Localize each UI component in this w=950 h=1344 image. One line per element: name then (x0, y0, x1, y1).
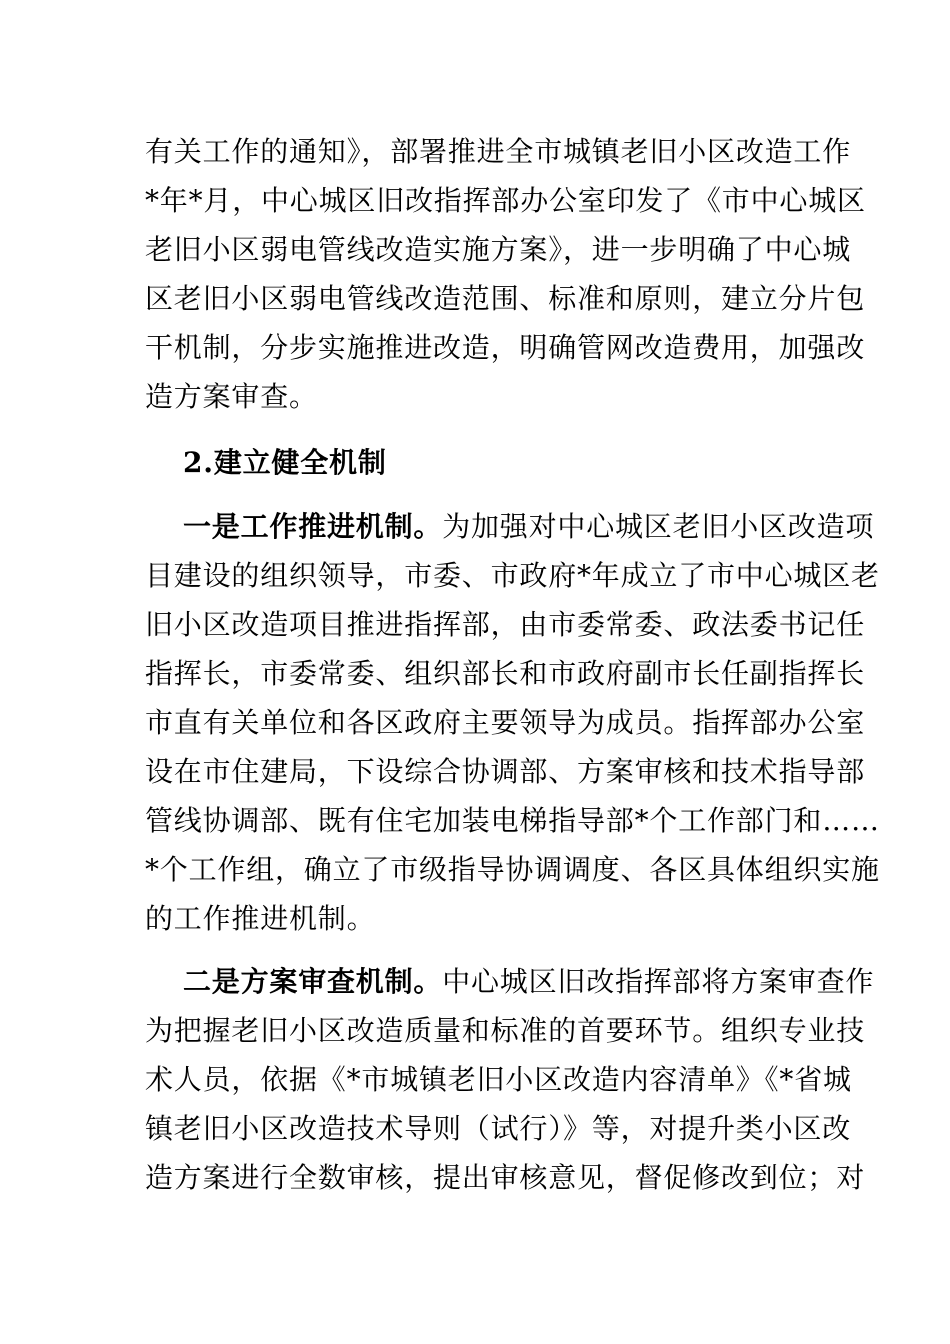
body-text-line: 干机制，分步实施推进改造，明确管网改造费用，加强改 (145, 331, 866, 364)
body-text-line: 目建设的组织领导，市委、市政府*年成立了市中心城区老 (145, 559, 880, 592)
body-text-line: *个工作组，确立了市级指导协调调度、各区具体组织实施 (145, 853, 880, 886)
body-text-line: 区老旧小区弱电管线改造范围、标准和原则，建立分片包 (145, 282, 866, 315)
body-text-line: *年*月，中心城区旧改指挥部办公室印发了《市中心城区 (145, 184, 866, 217)
body-text-line: 老旧小区弱电管线改造实施方案》，进一步明确了中心城 (145, 233, 852, 266)
paragraph-first-rest: 为加强对中心城区老旧小区改造项 (442, 510, 875, 543)
body-text-line: 镇老旧小区改造技术导则（试行）》等，对提升类小区改 (145, 1112, 852, 1145)
paragraph-first-rest: 中心城区旧改指挥部将方案审查作 (442, 965, 875, 998)
body-text-line: 的工作推进机制。 (145, 902, 376, 935)
paragraph-lead: 二是方案审查机制。 (183, 965, 443, 998)
body-text-line: 为把握老旧小区改造质量和标准的首要环节。组织专业技 (145, 1014, 866, 1047)
section-heading: 2.建立健全机制 (183, 446, 387, 479)
body-text-line: 设在市住建局，下设综合协调部、方案审核和技术指导部 (145, 755, 866, 788)
body-text-line: 造方案进行全数审核，提出审核意见，督促修改到位；对 (145, 1161, 866, 1194)
body-text-line: 管线协调部、既有住宅加装电梯指导部*个工作部门和…… (145, 804, 880, 837)
body-text-line: 指挥长，市委常委、组织部长和市政府副市长任副指挥长 (145, 657, 866, 690)
paragraph-first-line (183, 962, 874, 1002)
body-text-line: 术人员，依据《*市城镇老旧小区改造内容清单》《*省城 (145, 1063, 852, 1096)
body-text-line: 市直有关单位和各区政府主要领导为成员。指挥部办公室 (145, 706, 866, 739)
body-text-line: 造方案审查。 (145, 380, 318, 413)
paragraph-lead: 一是工作推进机制。 (183, 510, 443, 543)
body-text-line: 旧小区改造项目推进指挥部，由市委常委、政法委书记任 (145, 608, 866, 641)
paragraph-first-line (183, 507, 874, 547)
body-text-line: 有关工作的通知》，部署推进全市城镇老旧小区改造工作 (145, 135, 852, 168)
